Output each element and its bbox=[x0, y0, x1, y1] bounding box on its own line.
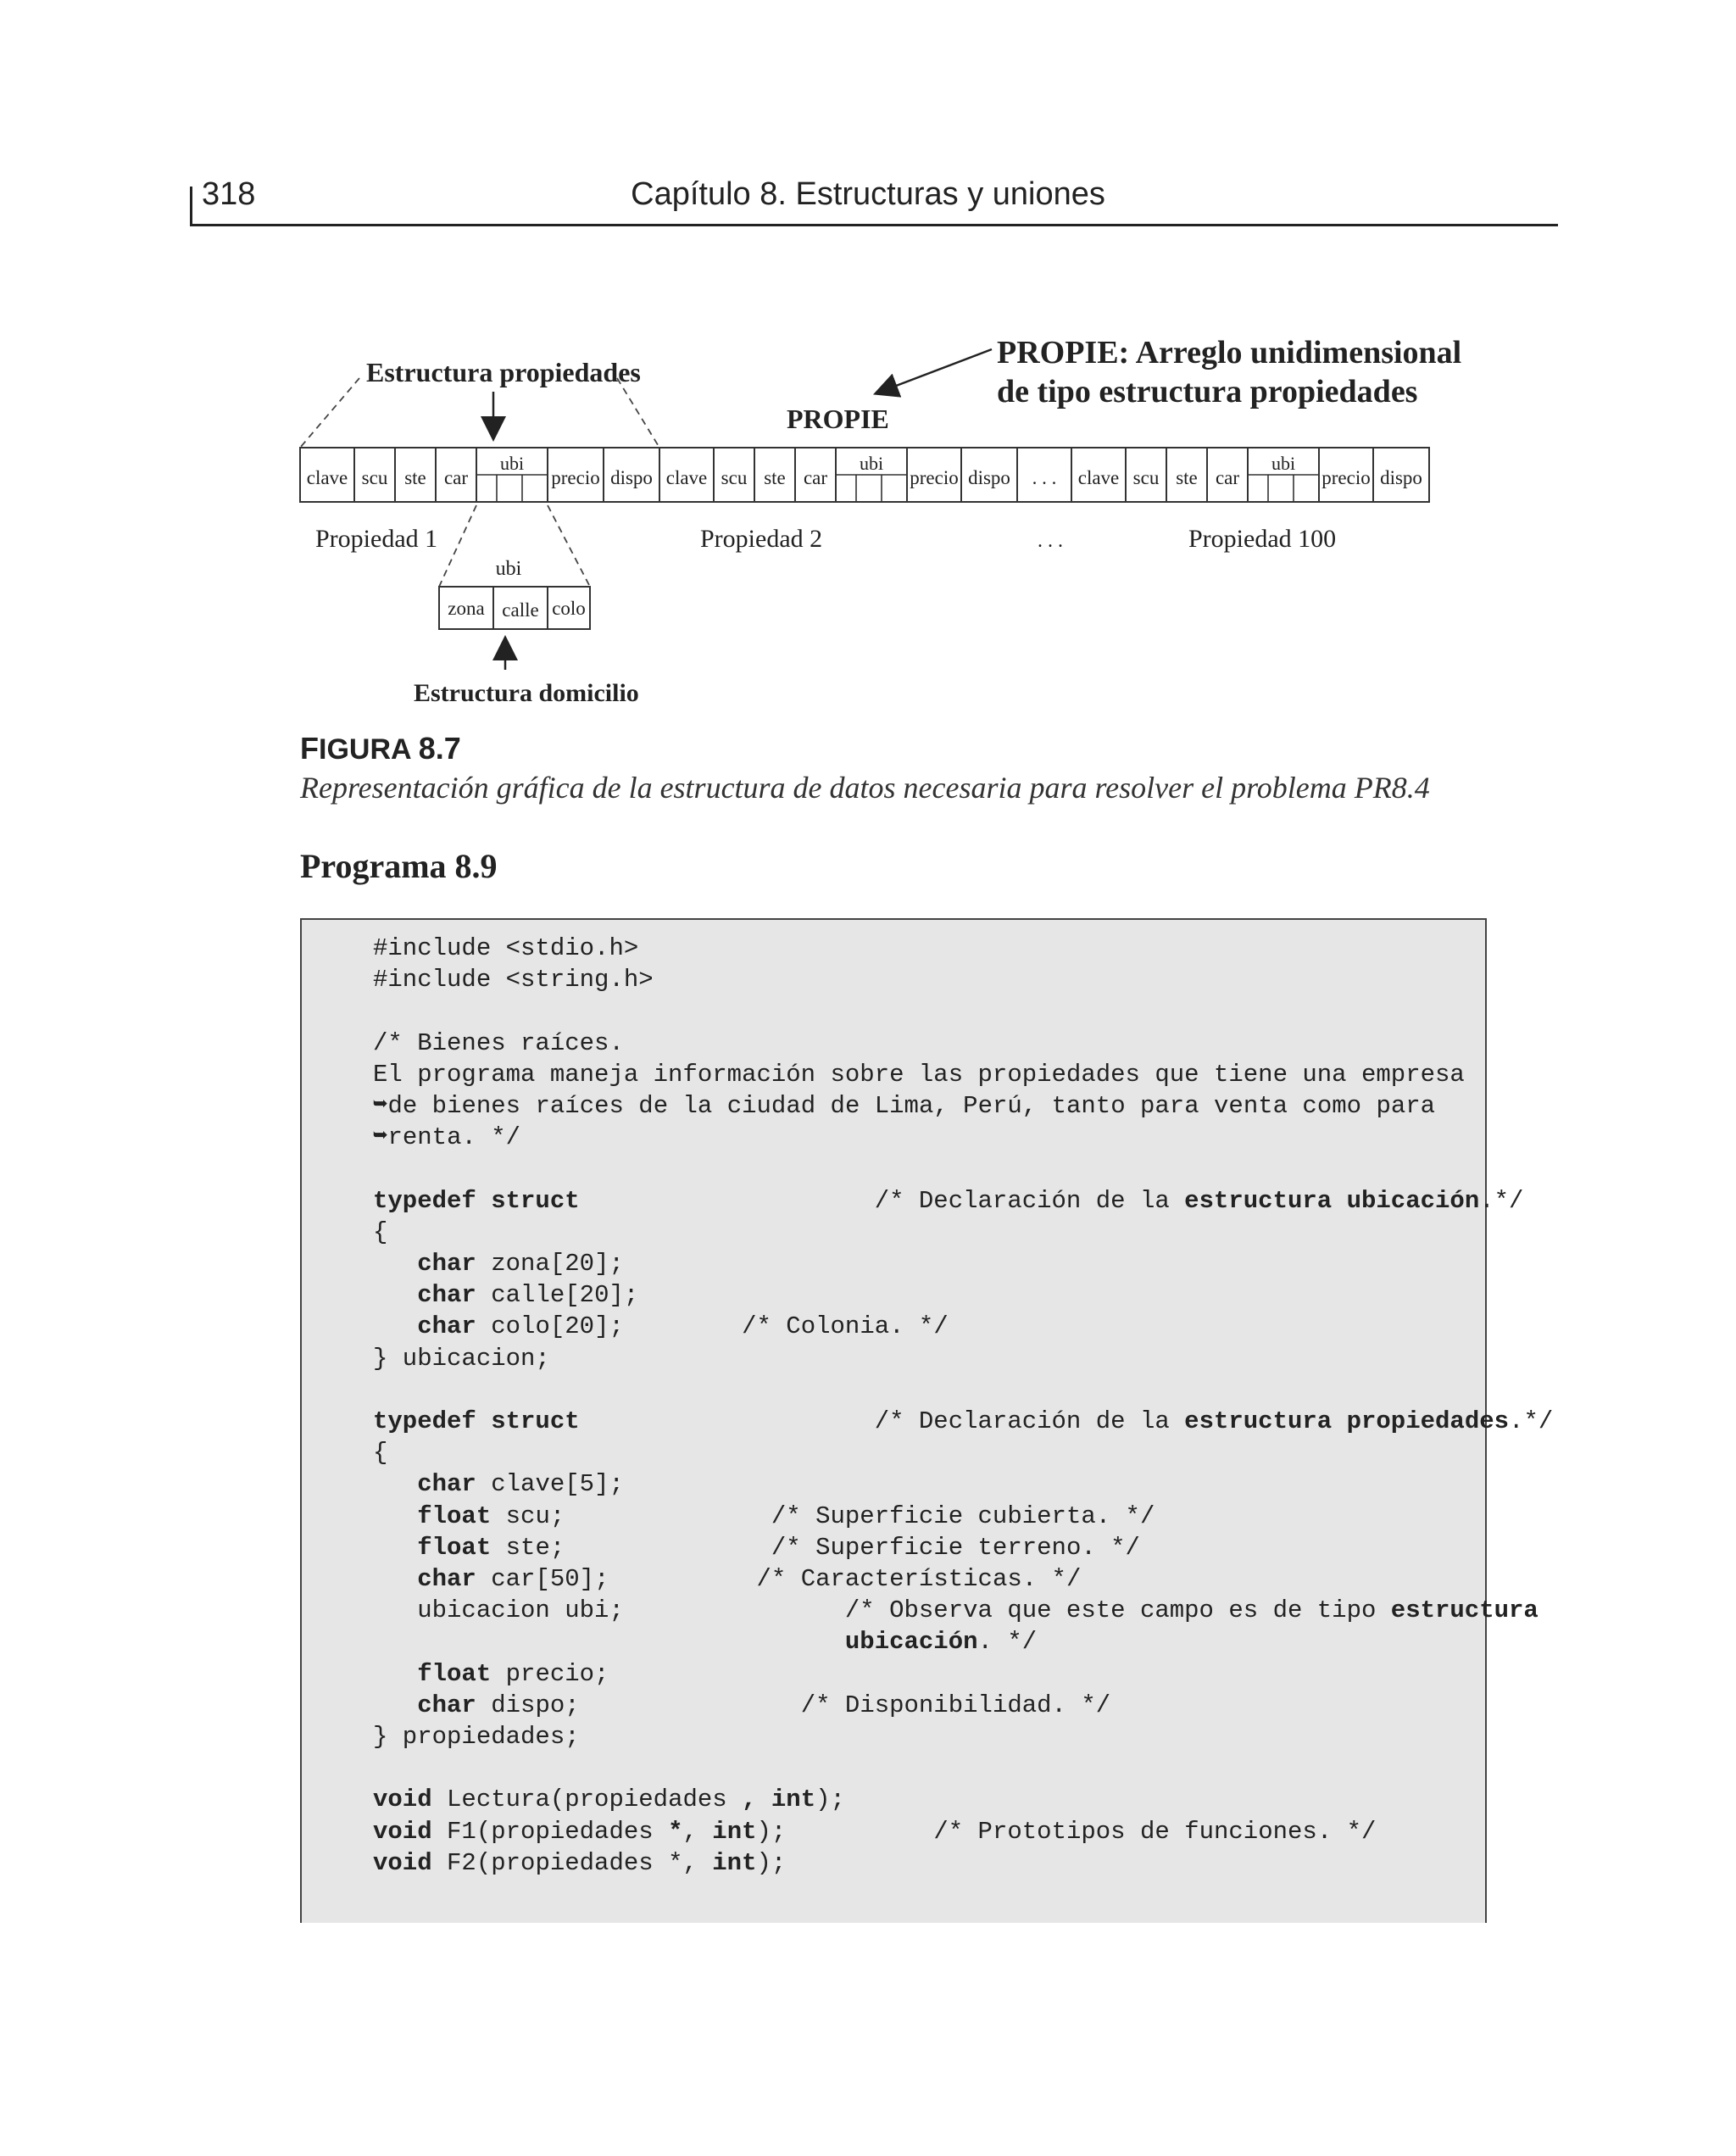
code-text bbox=[373, 1250, 417, 1278]
code-keyword: int bbox=[712, 1848, 757, 1877]
code-text: #include <string.h> bbox=[373, 966, 654, 994]
code-keyword: char bbox=[417, 1281, 476, 1310]
code-text: ➥renta. */ bbox=[373, 1123, 521, 1152]
code-text: colo[20]; /* Colonia. */ bbox=[476, 1312, 949, 1341]
program-title: Programa 8.9 bbox=[300, 847, 498, 885]
code-line bbox=[373, 964, 654, 995]
dash-line-left bbox=[300, 378, 359, 448]
code-text: .*/ bbox=[1479, 1186, 1524, 1215]
code-text: ); bbox=[815, 1786, 845, 1814]
code-keyword: typedef struct bbox=[373, 1407, 580, 1435]
field-precio: precio bbox=[551, 467, 600, 488]
field-dispo: dispo bbox=[610, 467, 653, 488]
code-text: precio; bbox=[491, 1659, 609, 1688]
code-text: F1(propiedades bbox=[431, 1817, 669, 1846]
code-text: ➥de bienes raíces de la ciudad de Lima, Perú, tanto para venta como para bbox=[373, 1092, 1436, 1120]
code-line bbox=[373, 1248, 624, 1279]
code-line bbox=[373, 1122, 520, 1153]
code-text: . */ bbox=[977, 1628, 1038, 1657]
code-text bbox=[373, 1312, 417, 1340]
code-line bbox=[373, 1059, 1465, 1090]
ubi-dash-left bbox=[439, 505, 476, 587]
code-keyword: float bbox=[417, 1533, 492, 1562]
label-estructura-propiedades: Estructura propiedades bbox=[366, 357, 641, 387]
figure-label-small-caps: IGURA bbox=[319, 733, 411, 766]
code-keyword: float bbox=[417, 1501, 492, 1530]
page-number: 318 bbox=[202, 176, 256, 212]
code-line bbox=[373, 1090, 1435, 1122]
property-group-1 bbox=[307, 448, 659, 502]
code-text: #include <stdio.h> bbox=[373, 934, 639, 962]
group-label-100: Propiedad 100 bbox=[1188, 525, 1337, 553]
group-label-ellipsis: . . . bbox=[1038, 530, 1063, 552]
field-precio: precio bbox=[1321, 467, 1371, 488]
code-text: ste; /* Superficie terreno. */ bbox=[491, 1533, 1140, 1562]
code-line bbox=[373, 933, 638, 964]
code-text: ); /* Prototipos de funciones. */ bbox=[756, 1817, 1377, 1846]
array-ellipsis: . . . bbox=[1032, 467, 1057, 488]
code-keyword: char bbox=[417, 1250, 476, 1278]
code-keyword: void bbox=[373, 1817, 432, 1846]
code-text: , bbox=[682, 1817, 713, 1846]
code-keyword: estructura propiedades bbox=[1184, 1407, 1510, 1435]
field-car: car bbox=[1215, 467, 1240, 488]
code-line bbox=[373, 1217, 387, 1248]
field-clave: clave bbox=[306, 467, 348, 488]
code-keyword: int bbox=[712, 1817, 757, 1846]
field-scu: scu bbox=[1132, 467, 1160, 488]
label-propie: PROPIE bbox=[787, 404, 889, 434]
code-keyword: char bbox=[417, 1470, 476, 1499]
code-text bbox=[373, 1502, 417, 1530]
code-keyword: typedef struct bbox=[373, 1186, 580, 1215]
field-ste: ste bbox=[764, 467, 786, 488]
field-clave: clave bbox=[1077, 467, 1120, 488]
code-text: .*/ bbox=[1509, 1407, 1554, 1435]
code-keyword: float bbox=[417, 1659, 492, 1688]
property-group-2 bbox=[666, 448, 1017, 502]
field-ubi: ubi bbox=[859, 453, 884, 474]
code-keyword: void bbox=[373, 1786, 432, 1814]
code-text: /* Declaración de la bbox=[579, 1407, 1185, 1435]
code-line bbox=[373, 1658, 609, 1690]
chapter-title: Capítulo 8. Estructuras y uniones bbox=[631, 176, 1105, 212]
code-text: Lectura(propiedades bbox=[431, 1786, 743, 1814]
ubi-dash-right bbox=[548, 505, 590, 587]
field-dispo: dispo bbox=[1380, 467, 1422, 488]
code-line bbox=[373, 1185, 1523, 1217]
code-text: clave[5]; bbox=[476, 1470, 624, 1499]
structure-diagram bbox=[0, 0, 1736, 729]
code-keyword: char bbox=[417, 1691, 476, 1719]
label-estructura-domicilio: Estructura domicilio bbox=[414, 679, 639, 707]
label-propie-desc-2: de tipo estructura propiedades bbox=[997, 374, 1418, 409]
code-line bbox=[373, 1626, 1037, 1657]
code-line bbox=[373, 1847, 786, 1879]
code-text bbox=[373, 1565, 417, 1593]
code-text: scu; /* Superficie cubierta. */ bbox=[491, 1501, 1155, 1530]
code-text: /* Bienes raíces. bbox=[373, 1028, 624, 1057]
code-text: ); bbox=[756, 1848, 787, 1877]
figure-label bbox=[300, 731, 461, 766]
code-line bbox=[373, 1690, 1110, 1721]
code-text: dispo; /* Disponibilidad. */ bbox=[476, 1691, 1111, 1719]
code-text: } ubicacion; bbox=[373, 1344, 550, 1373]
field-car: car bbox=[803, 467, 828, 488]
code-line bbox=[373, 1343, 550, 1374]
figure-label-prefix: F bbox=[300, 731, 319, 766]
label-propie-desc-1: PROPIE: Arreglo unidimensional bbox=[997, 335, 1462, 370]
code-line bbox=[373, 1563, 1081, 1595]
property-group-100 bbox=[1078, 448, 1422, 502]
code-line bbox=[373, 1501, 1155, 1532]
field-ste: ste bbox=[1176, 467, 1198, 488]
code-line bbox=[373, 1784, 845, 1815]
sub-label-ubi: ubi bbox=[495, 558, 522, 580]
group-label-2: Propiedad 2 bbox=[700, 525, 823, 553]
code-line bbox=[373, 1028, 624, 1059]
code-keyword: ubicación bbox=[844, 1628, 978, 1657]
code-keyword: estructura bbox=[1390, 1596, 1538, 1625]
field-ubi: ubi bbox=[499, 453, 525, 474]
domicilio-structure bbox=[439, 587, 590, 629]
code-text bbox=[373, 1281, 417, 1309]
code-line bbox=[373, 1437, 387, 1468]
figure-caption: Representación gráfica de la estructura de datos necesaria para resolver el problema PR8.4 bbox=[300, 771, 1430, 805]
code-text: El programa maneja información sobre las propiedades que tiene una empresa bbox=[373, 1060, 1465, 1089]
code-keyword: * bbox=[668, 1817, 683, 1846]
code-keyword: char bbox=[417, 1565, 476, 1593]
field-ste: ste bbox=[404, 467, 426, 488]
code-keyword: void bbox=[373, 1848, 432, 1877]
sub-field-zona: zona bbox=[448, 598, 485, 619]
code-text: calle[20]; bbox=[476, 1281, 639, 1310]
arrow-propie bbox=[885, 349, 992, 390]
code-text bbox=[373, 1534, 417, 1562]
code-line bbox=[373, 1406, 1553, 1437]
code-keyword: , int bbox=[742, 1786, 816, 1814]
code-keyword: estructura ubicación bbox=[1184, 1186, 1480, 1215]
code-text: ubicacion ubi; /* Observa que este campo es de tipo bbox=[373, 1596, 1391, 1625]
sub-field-calle: calle bbox=[502, 599, 539, 621]
code-line bbox=[373, 1311, 949, 1342]
field-dispo: dispo bbox=[968, 467, 1010, 488]
code-text bbox=[373, 1628, 845, 1656]
code-text: { bbox=[373, 1217, 388, 1246]
code-text: /* Declaración de la bbox=[579, 1186, 1185, 1215]
field-precio: precio bbox=[910, 467, 959, 488]
code-line bbox=[373, 1816, 1376, 1847]
group-label-1: Propiedad 1 bbox=[315, 525, 438, 553]
code-line bbox=[373, 1279, 638, 1311]
code-text: { bbox=[373, 1439, 388, 1468]
code-line bbox=[373, 1532, 1140, 1563]
code-line bbox=[373, 1721, 580, 1752]
sub-field-colo: colo bbox=[552, 598, 586, 619]
code-line bbox=[373, 1595, 1538, 1626]
code-text bbox=[373, 1470, 417, 1498]
field-scu: scu bbox=[361, 467, 388, 488]
code-text: F2(propiedades *, bbox=[431, 1848, 713, 1877]
code-text bbox=[373, 1691, 417, 1719]
figure-label-number: 8.7 bbox=[418, 731, 461, 766]
field-car: car bbox=[443, 467, 469, 488]
field-clave: clave bbox=[665, 467, 708, 488]
field-scu: scu bbox=[721, 467, 748, 488]
dash-line-right bbox=[617, 378, 659, 448]
code-line bbox=[373, 1468, 624, 1500]
code-text: } propiedades; bbox=[373, 1723, 580, 1751]
code-keyword: char bbox=[417, 1312, 476, 1341]
code-text: car[50]; /* Características. */ bbox=[476, 1565, 1082, 1593]
field-ubi: ubi bbox=[1271, 453, 1296, 474]
code-text bbox=[373, 1660, 417, 1688]
code-text: zona[20]; bbox=[476, 1250, 624, 1278]
